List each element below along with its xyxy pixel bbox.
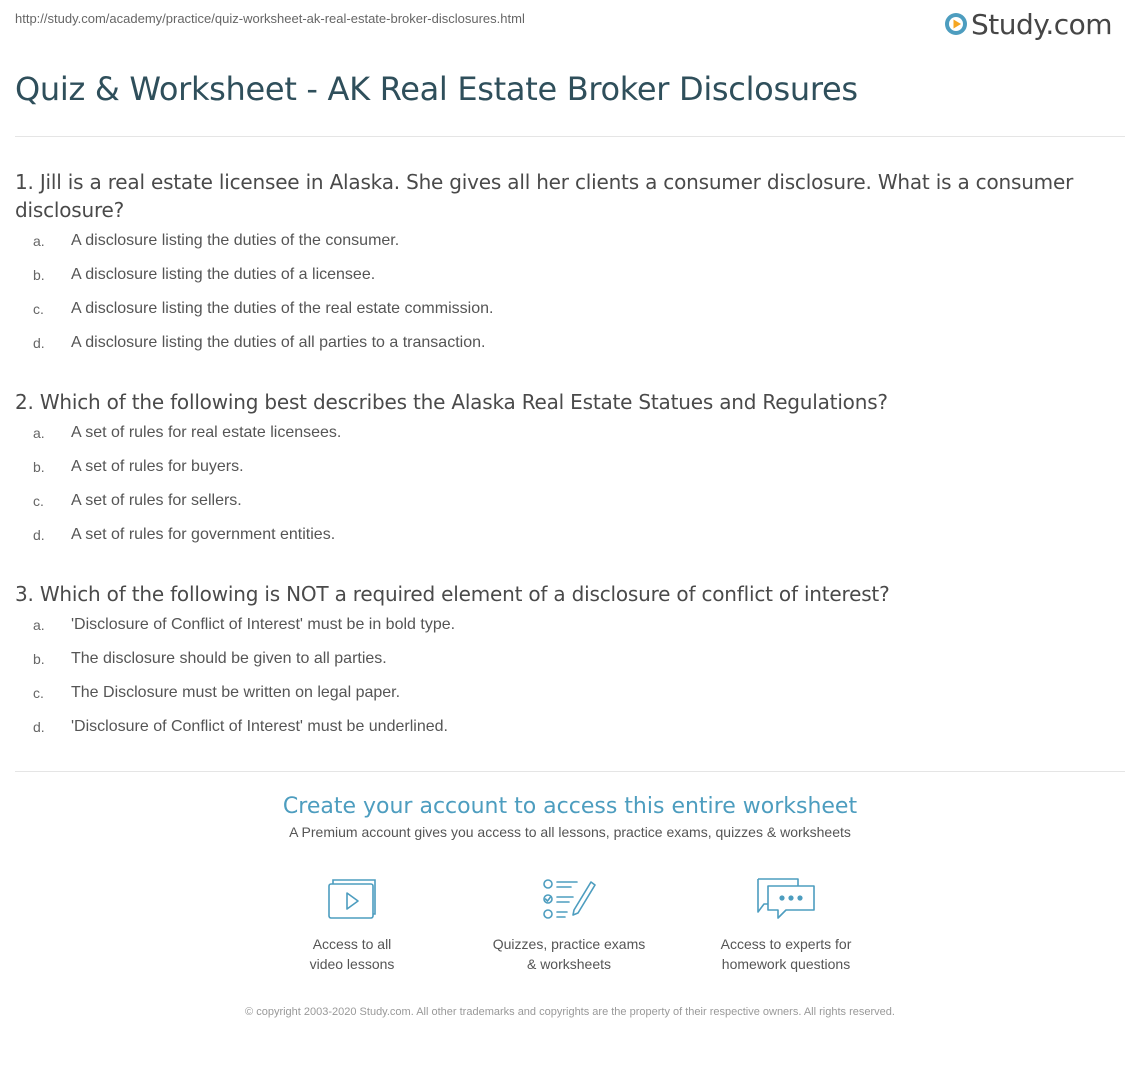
option-text: A disclosure listing the duties of all parties to a transaction. [71,334,486,351]
answer-option[interactable] [15,326,1125,360]
feature-label: Access to all video lessons [309,936,395,972]
option-letter: c. [33,301,44,317]
option-letter: c. [33,493,44,509]
feature-video-lessons [252,876,452,974]
answer-options [15,416,1125,552]
option-letter: b. [33,267,45,283]
option-letter: d. [33,335,45,351]
option-letter: b. [33,459,45,475]
answer-option[interactable] [15,224,1125,258]
answer-option[interactable] [15,518,1125,552]
cta-subtitle: A Premium account gives you access to all lessons, practice exams, quizzes & worksheets [289,824,851,840]
option-letter: d. [33,527,45,543]
answer-options [15,224,1125,360]
logo-text: Study.com [971,7,1113,41]
page-url: http://study.com/academy/practice/quiz-worksheet-ak-real-estate-broker-disclosures.html [15,11,525,26]
feature-experts [686,876,886,974]
feature-label: Access to experts for homework questions [720,936,852,972]
option-text: A set of rules for sellers. [71,492,242,509]
option-letter: a. [33,425,45,441]
answer-option[interactable] [15,450,1125,484]
answer-option[interactable] [15,416,1125,450]
answer-option[interactable] [15,710,1125,744]
question-2 [15,388,1125,552]
answer-option[interactable] [15,484,1125,518]
option-text: A set of rules for real estate licensees. [71,424,342,441]
option-text: A disclosure listing the duties of the consumer. [71,232,400,249]
option-text: A disclosure listing the duties of a licensee. [71,266,376,283]
question-1 [15,168,1125,360]
cta-divider [15,771,1125,772]
option-text: The disclosure should be given to all parties. [71,650,387,667]
chat-bubbles-icon [754,876,818,922]
option-text: 'Disclosure of Conflict of Interest' must be underlined. [71,718,448,735]
answer-option[interactable] [15,258,1125,292]
question-text: 3. Which of the following is NOT a required element of a disclosure of conflict of interest? [15,582,890,606]
option-text: A disclosure listing the duties of the real estate commission. [71,300,494,317]
question-3 [15,580,1125,744]
answer-option[interactable] [15,676,1125,710]
header-divider [15,136,1125,137]
question-text: 2. Which of the following best describes the Alaska Real Estate Statues and Regulations? [15,390,888,414]
quiz-checklist-icon [541,876,597,922]
feature-quizzes [469,876,669,974]
option-text: The Disclosure must be written on legal paper. [71,684,401,701]
option-text: A set of rules for government entities. [71,526,336,543]
question-text: 1. Jill is a real estate licensee in Alaska. She gives all her clients a consumer disclosure. What is a consumer disclosure? [15,170,1074,222]
answer-option[interactable] [15,292,1125,326]
answer-option[interactable] [15,608,1125,642]
option-letter: d. [33,719,45,735]
study-logo[interactable] [944,8,1112,40]
option-letter: c. [33,685,44,701]
option-letter: b. [33,651,45,667]
play-circle-icon [944,12,968,36]
option-letter: a. [33,617,45,633]
feature-label: Quizzes, practice exams & worksheets [492,936,646,972]
option-text: A set of rules for buyers. [71,458,244,475]
copyright-notice: © copyright 2003-2020 Study.com. All other trademarks and copyrights are the property of their respective owners. All rights reserved. [245,1006,895,1018]
page-title: Quiz & Worksheet - AK Real Estate Broker Disclosures [15,70,858,108]
option-letter: a. [33,233,45,249]
option-text: 'Disclosure of Conflict of Interest' must be in bold type. [71,616,456,633]
answer-options [15,608,1125,744]
create-account-link[interactable]: Create your account to access this entire worksheet [282,794,858,819]
answer-option[interactable] [15,642,1125,676]
video-lessons-icon [325,876,379,922]
